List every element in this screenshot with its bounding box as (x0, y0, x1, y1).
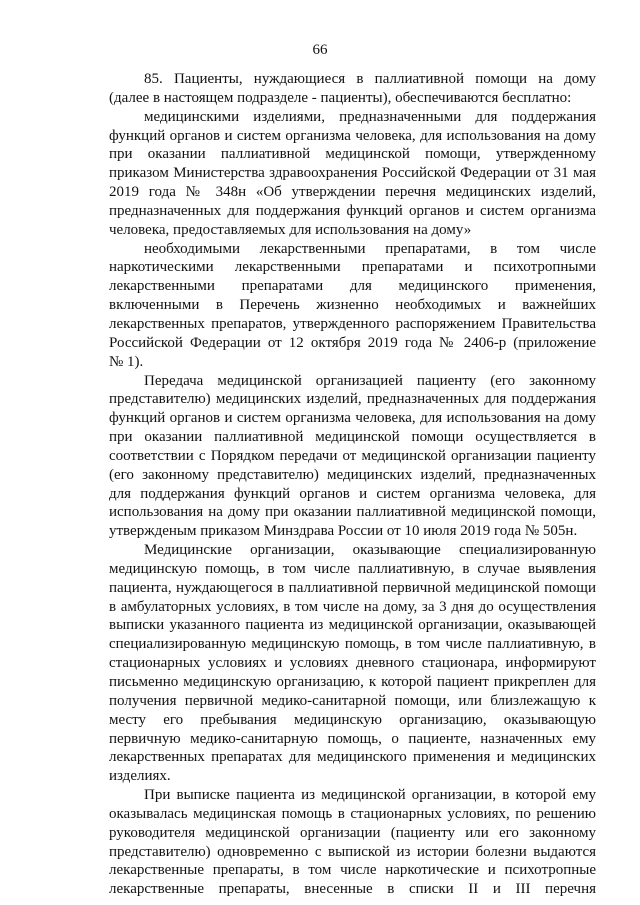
text-line: При выписке пациента из медицинской организации, в которой ему (144, 787, 596, 804)
text-line: приказом Министерства здравоохранения Российской Федерации от 31 мая (109, 165, 596, 182)
text-line: предназначенных для поддержания функций органов и систем организма (109, 202, 596, 219)
text-line: лекарственных препаратов, утвержденного распоряжением Правительства (109, 315, 596, 332)
text-line: функций органов и систем организма человека, для использования на дому (109, 410, 596, 427)
text-line: изделиях. (109, 768, 171, 785)
text-line: представителю) одновременно с выпиской из истории болезни выдаются (109, 843, 596, 860)
text-line: наркотическими лекарственными препаратами и психотропными (109, 259, 596, 276)
page-number: 66 (312, 42, 328, 58)
text-line: лекарственными препаратами для медицинского применения, (109, 278, 596, 295)
text-line: месту его пребывания медицинскую организацию, оказывающую (109, 711, 596, 728)
text-line: Российской Федерации от 12 октября 2019 года № 2406-р (приложение (109, 334, 596, 351)
text-line: 85. Пациенты, нуждающиеся в паллиативной помощи на дому (144, 71, 596, 87)
text-line: первичную медико-санитарную помощь, о пациенте, назначенных ему (109, 730, 596, 747)
text-line: специализированную медицинскую помощь, в том числе паллиативную, в (109, 636, 596, 653)
text-line: необходимыми лекарственными препаратами, в том числе (144, 240, 596, 257)
text-line: № 1). (109, 353, 144, 370)
document-body (109, 70, 596, 899)
text-line: (далее в настоящем подразделе - пациенты), обеспечиваются бесплатно: (109, 89, 572, 106)
text-line: в амбулаторных условиях, в том числе на дому, за 3 дня до осуществления (109, 598, 596, 615)
text-line: оказывалась медицинская помощь в стационарных условиях, по решению (109, 805, 596, 822)
text-line: пациента, нуждающегося в паллиативной первичной медицинской помощи (109, 579, 596, 596)
text-line: письменно медицинскую организацию, к которой пациент прикреплен для (109, 674, 596, 690)
text-line: Медицинские организации, оказывающие специализированную (144, 542, 596, 559)
text-line: при оказании паллиативной медицинской помощи осуществляется в (109, 429, 596, 446)
text-line: утвержденым приказом Минздрава России от 10 июля 2019 года № 505н. (109, 523, 578, 540)
text-line: медицинскими изделиями, предназначенными для поддержания (144, 108, 596, 125)
text-line: выписки указанного пациента из медицинской организации, оказывающей (109, 617, 596, 634)
text-line: использования на дому при оказании паллиативной медицинской помощи, (109, 504, 596, 521)
text-line: для поддержания функций органов и систем организма человека, для (109, 485, 596, 502)
text-line: лекарственных препаратах для медицинского применения и медицинских (109, 749, 596, 766)
text-line: лекарственные препараты, в том числе наркотические и психотропные (109, 862, 596, 879)
text-line: лекарственные препараты, внесенные в списки II и III перечня (109, 881, 596, 898)
text-line: соответствии с Порядком передачи от медицинской организации пациенту (109, 447, 596, 464)
text-line: медицинскую помощь, в том числе паллиативную, в случае выявления (109, 560, 596, 577)
text-line: Передача медицинской организацией пациенту (его законному (144, 372, 596, 389)
text-line: (его законному представителю) медицинских изделий, предназначенных (109, 466, 596, 483)
text-line: при оказании паллиативной медицинской помощи, утвержденному (109, 146, 596, 163)
text-line: получения первичной медико-санитарной помощи, или близлежащую к (109, 692, 596, 709)
text-line: включенными в Перечень жизненно необходимых и важнейших (109, 297, 596, 314)
text-line: представителю) медицинских изделий, предназначенных для поддержания (109, 391, 596, 408)
text-line: 2019 года № 348н «Об утверждении перечня медицинских изделий, (109, 184, 596, 201)
text-line: функций органов и систем организма человека, для использования на дому (109, 127, 596, 144)
text-line: стационарных условиях и условиях дневного стационара, информируют (109, 655, 596, 672)
text-line: руководителя медицинской организации (пациенту или его законному (109, 824, 596, 841)
text-line: человека, предоставляемых для использования на дому» (109, 221, 472, 238)
